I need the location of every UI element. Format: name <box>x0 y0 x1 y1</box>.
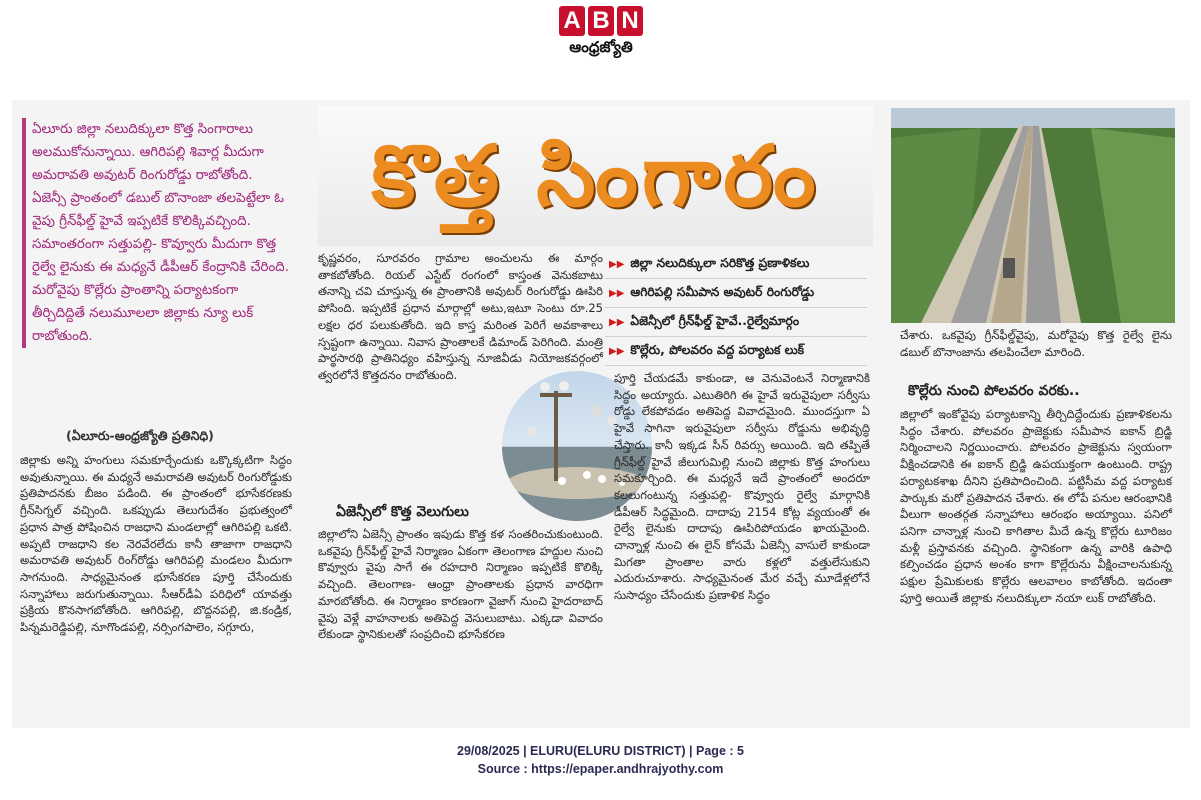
bullet-arrow-icon: ▶▶ <box>609 258 625 270</box>
article-column-2b: జిల్లాలోని ఏజెన్సీ ప్రాంతం ఇపుడు కొత్త కళ సంతరించుకుంటుంది. ఒకవైపు గ్రీన్‌ఫీల్డ్ హైవే నిర్మాణం ఏకంగా తెలంగాణ హద్దుల నుంచి కొవ్వూరు వైపు సాగే ఈ రహదారి నిర్మాణం ఇప్పటికే కొలిక్కి వచ్చింది. తెలంగాణ- ఆంధ్రా ప్రాంతాలకు ప్రధాన వారధిగా మారబోతోంది. ఈ నిర్మాణం కారణంగా వైజాగ్ నుంచి హైదరాబాద్ వైపు వెళ్లే వాహనాలకు అతిపెద్ద వెసులుబాటు. ఎక్కడా వివాదం లేకుండా స్థానికులతో సంప్రదించి భూసేకరణ <box>318 527 603 642</box>
subheading-kolleru: కొల్లేరు నుంచి పోలవరం వరకు.. <box>908 383 1080 399</box>
article-column-4: జిల్లాలో ఇంకోవైపు పర్యాటకాన్ని తీర్చిదిద్దేందుకు ప్రణాళికలను సిద్ధం చేశారు. పోలవరం ప్రాజెక్టుకు సమీపాన ఐకాన్ బ్రిడ్జి నిర్మించాలని నిర్ణయించారు. పోలవరం ప్రాజెక్టును స్వయంగా వీక్షించడానికి ఈ ఐకాన్ బ్రిడ్జి ఉపయుక్తంగా ఉంటుంది. రాష్ట్ర పర్యాటకశాఖ దీనిని ప్రతిపాదించింది. పట్టిసీమ వద్ద పర్యాటక పార్కుకు మరో ప్రతిపాదన చేశారు. ఈ లోపే పనుల ఆరంభానికి వీలుగా అంతర్గత సన్నాహాలు ఆరంభం అయ్యాయి. పనిలో పనిగా చాన్నాళ్ల నుంచి కాగితాల మీదే ఉన్న కొల్లేరు టూరిజం మళ్లీ ప్రస్తావనకు వచ్చింది. స్థానికంగా ఉన్న వారికి ఉపాధి కల్పించడం ప్రధాన అంశం కాగా కొల్లేరును వీక్షించాలనుకున్న పక్షుల ప్రేమికులకు కొల్లేరు ఆలవాలం కాబోతోంది. ఇదంతా పూర్తి అయితే జిల్లాకు నలుదిక్కులా నయా లుక్ రాబోతోంది. <box>900 407 1172 605</box>
highlights-box <box>605 250 867 366</box>
page-headline: కొత్త సింగారం <box>371 127 820 225</box>
byline: (ఏలూరు-ఆంధ్రజ్యోతి ప్రతినిధి) <box>66 428 214 443</box>
subheading-agency: ఏజెన్సీలో కొత్త వెలుగులు <box>336 504 469 520</box>
intro-paragraph: ఏలూరు జిల్లా నలుదిక్కులా కొత్త సింగారాలు అలముకోనున్నాయి. ఆగిరిపల్లి శివార్ల మీదుగా అమరావతి అవుటర్ రింగురోడ్డు రాబోతోంది. ఏజెన్సీ ప్రాంతంలో డబుల్ బొనాంజా తలపెట్టేలా ఓ వైపు గ్రీన్‌ఫీల్డ్ హైవే ఇప్పటికే కొలిక్కివచ్చింది. సమాంతరంగా సత్తుపల్లి- కొవ్వూరు మీదుగా కొత్త రైల్వే లైనుకు ఈ మధ్యనే డీపీఆర్ కేంద్రానికి చేరింది. మరోవైపు కొల్లేరు ప్రాంతాన్ని పర్యాటకంగా తీర్చిదిద్దితే నలుమూలలా జిల్లాకు న్యూ లుక్ రాబోతుంది. <box>22 118 290 348</box>
page-footer <box>0 742 1201 778</box>
masthead <box>555 6 647 76</box>
bullet-arrow-icon: ▶▶ <box>609 287 625 299</box>
highlight-item: ▶▶ జిల్లా నలుదిక్కులా సరికొత్త ప్రణాళికలు <box>605 250 867 279</box>
highlight-item: ▶▶ కొల్లేరు, పోలవరం వద్ద పర్యాటక లుక్ <box>605 337 867 366</box>
bullet-arrow-icon: ▶▶ <box>609 316 625 328</box>
source-link[interactable]: Source : https://epaper.andhrajyothy.com <box>477 762 724 776</box>
highlight-item: ▶▶ ఏజెన్సీలో గ్రీన్‌ఫీల్డ్ హైవే..రైల్వేమార్గం <box>605 308 867 337</box>
logo-subtitle: ఆంధ్రజ్యోతి <box>569 38 633 56</box>
article-column-2: కృష్ణవరం, సూరవరం గ్రామాల అంచులను ఈ మార్గం తాకబోతోంది. రియల్ ఎస్టేట్ రంగంలో కాస్తంత వెనుకబాటు తనాన్ని చవి చూస్తున్న ఈ ప్రాంతానికి అవుటర్ రింగురోడ్డు ఊపిరి పోసింది. ఇప్పటికే ప్రధాన మార్గాల్లో అటు,ఇటూ సెంటు రూ.25 లక్షల ధర పలుకుతోంది. ఇది కాస్త మరింత పెరిగే అవకాశాలు స్పష్టంగా ఉన్నాయి. నివాస ప్రాంతాలకే డిమాండ్ పెరిగింది. మంత్రి పార్థసారథి ప్రాతినిధ్యం వహిస్తున్న నూజివీడు నియోజకవర్గంలో త్వరలోనే కొత్తదనం రాబోతుంది. <box>318 251 603 382</box>
bullet-arrow-icon: ▶▶ <box>609 345 625 357</box>
article-column-1: జిల్లాకు అన్ని హంగులు సమకూర్చేందుకు ఒక్కొక్కటిగా సిద్ధం అవుతున్నాయి. ఈ మధ్యనే అమరావతి అవుటర్ రింగురోడ్డుకు ప్రతిపాదనకు బీజం పడింది. ఈ ప్రాంతంలో భూసేకరణకు గ్రీన్‌సిగ్నల్ వచ్చింది. ఒకప్పుడు తెలుగుదేశం ప్రభుత్వంలో ప్రధాన పాత్ర పోషించిన రాజధాని మండలాల్లో ఆగిరిపల్లి ఒకటి. అప్పటి రాజధాని కల నెరవేరలేదు కానీ తాజాగా రాజధాని అమరావతి అవుటర్ రింగ్‌రోడ్డు ఆగిరిపల్లి మండలం మీదుగా సాగనుంది. సాధ్యమైనంత భూసేకరణ పూర్తి చేసేందుకు సన్నాహాలు జరుగుతున్నాయి. సీఆర్‌డీఏ పరిధిలో యావత్తు ప్రక్రియ కొనసాగబోతోంది. ఆగిరిపల్లి, బొద్దనపల్లి, జి.కండ్రిక, పిన్నమరెడ్డిపల్లి, నూగొండపల్లి, నర్సింగపాలెం, సగ్గూరు, <box>20 453 292 635</box>
edition-info: 29/08/2025 | ELURU(ELURU DISTRICT) | Page : 5 <box>457 744 744 758</box>
abn-logo: A B N <box>559 6 643 36</box>
highway-photo <box>891 108 1175 323</box>
highlight-item: ▶▶ ఆగిరిపల్లి సమీపాన అవుటర్ రింగురోడ్డు <box>605 279 867 308</box>
article-column-4a: చేశారు. ఒకవైపు గ్రీన్‌ఫీల్డ్‌వైపు, మరోవైపు కొత్త రైల్వే లైను డబుల్ బొనాంజాను తలపించేలా మారింది. <box>900 328 1172 359</box>
article-column-3: పూర్తి చేయడమే కాకుండా, ఆ వెనువెంటనే నిర్మాణానికి సిద్ధం అయ్యారు. ఎటుతిరిగి ఈ హైవే ఇరువైపులా సర్వీసు రోడ్డు లేకపోవడం అతిపెద్ద వివాదమైంది. ముందస్తుగా ఏ హైవే సాగినా ఇరువైపులా సర్వీసు రోడ్డును అభివృద్ధి చేస్తారు. కానీ ఇక్కడ సీన్ రివర్సు అయింది. ఇది తప్పితే గ్రీన్‌ఫీల్డ్ హైవే జీలుగుమిల్లి నుంచి జిల్లాకు కొత్త హంగులు సమకూర్చింది. ఈ మధ్యనే ఇదే ప్రాంతంలో అందరూ కలలుగంటున్న సత్తుపల్లి- కొవ్వూరు రైల్వే మార్గానికి డీపీఆర్ సిద్ధమైంది. దాదాపు 2154 కోట్ల వ్యయంతో ఈ రైల్వే లైనుకు దాదాపు ఊపిరిపోయడం ఖాయమైంది. చాన్నాళ్ల నుంచి ఈ లైన్ కోసమే ఏజెన్సీ వాసులే కాకుండా మిగతా ప్రాంతాల వారు కళ్లలో వత్తులేసుకుని ఎదురుచూశారు. సాధ్యమైనంత మేర వచ్చే మూడేళ్లలోనే సుసాధ్యం చేసేందుకు ప్రణాళిక సిద్ధం <box>614 371 870 603</box>
